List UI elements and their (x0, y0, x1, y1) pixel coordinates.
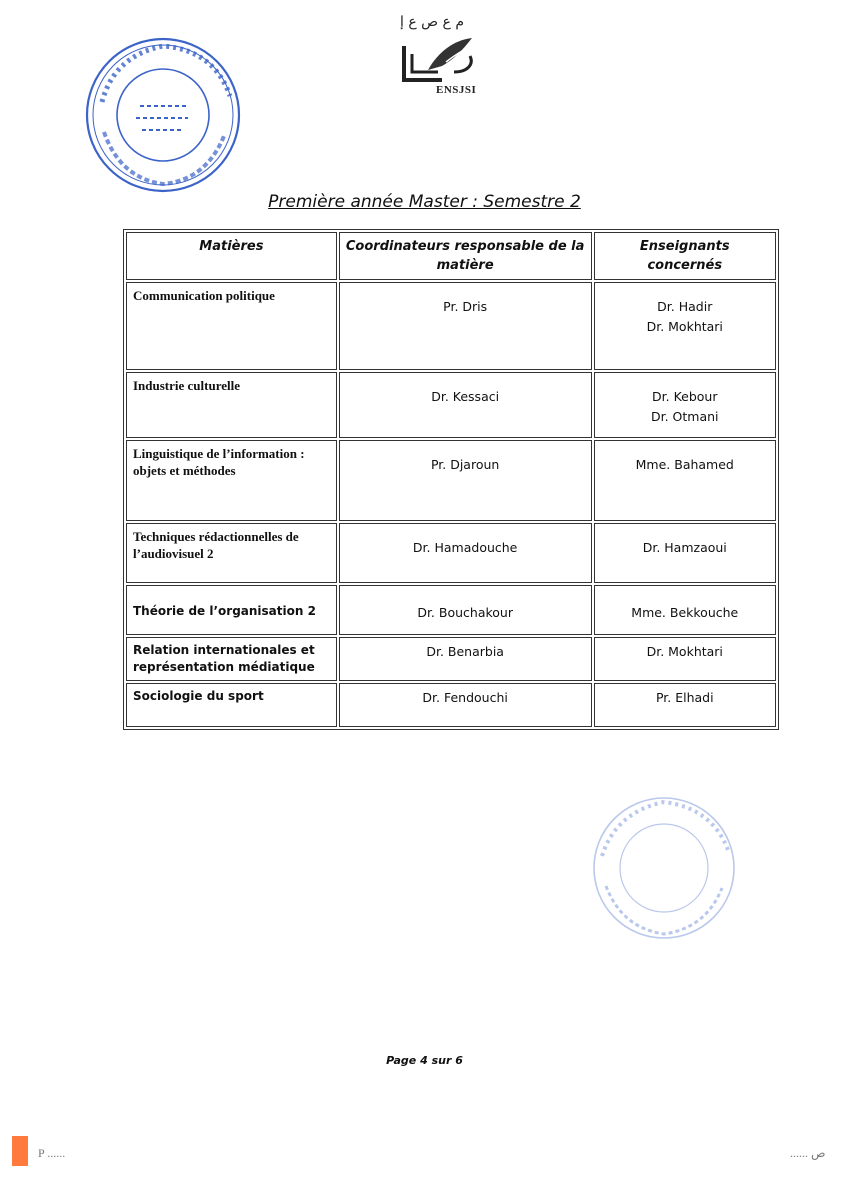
courses-table (123, 229, 779, 730)
table-row (126, 683, 776, 727)
table-row (126, 440, 776, 521)
enseignant-name: Dr. Kebour (652, 389, 718, 404)
cell-enseignants (594, 637, 776, 681)
faded-stamp (586, 790, 742, 946)
cell-enseignants (594, 585, 776, 635)
column-header-enseignants: Enseignants concernés (594, 232, 776, 280)
table-header-row (126, 232, 776, 280)
table-row (126, 372, 776, 438)
cell-matiere: Industrie culturelle (126, 372, 337, 438)
table-row (126, 282, 776, 370)
logo-arabic-text: م ع ص ع إ (400, 14, 464, 30)
page-title: Première année Master : Semestre 2 (268, 192, 581, 212)
enseignant-name: Dr. Mokhtari (646, 319, 723, 334)
official-stamp (80, 32, 246, 198)
cell-enseignants (594, 440, 776, 521)
page-mark-right: ...... ص (790, 1146, 826, 1160)
cell-coordinateur: Dr. Hamadouche (339, 523, 592, 583)
column-header-coordinateurs: Coordinateurs responsable de la matière (339, 232, 592, 280)
cell-matiere: Relation internationales et représentation médiatique (126, 637, 337, 681)
school-logo (392, 14, 484, 98)
book-quill-icon (398, 32, 478, 86)
cell-coordinateur: Pr. Dris (339, 282, 592, 370)
enseignant-name: Dr. Hamzaoui (642, 540, 727, 555)
page-number: Page 4 sur 6 (386, 1054, 463, 1067)
cell-matiere: Théorie de l’organisation 2 (126, 585, 337, 635)
logo-brand-text: ENSJSI (436, 84, 477, 96)
table-row (126, 585, 776, 635)
cell-enseignants (594, 523, 776, 583)
table-row (126, 637, 776, 681)
table-row (126, 523, 776, 583)
cell-enseignants (594, 372, 776, 438)
cell-enseignants (594, 282, 776, 370)
cell-matiere: Linguistique de l’information : objets et méthodes (126, 440, 337, 521)
page-mark-left: P ...... (38, 1146, 66, 1160)
cell-coordinateur: Dr. Bouchakour (339, 585, 592, 635)
cell-matiere: Sociologie du sport (126, 683, 337, 727)
cell-matiere: Techniques rédactionnelles de l’audiovisuel 2 (126, 523, 337, 583)
column-header-matieres: Matières (126, 232, 337, 280)
enseignant-name: Mme. Bekkouche (631, 605, 739, 620)
enseignant-name: Dr. Mokhtari (646, 644, 723, 659)
cell-coordinateur: Pr. Djaroun (339, 440, 592, 521)
enseignant-name: Dr. Otmani (650, 409, 719, 424)
enseignant-name: Mme. Bahamed (635, 457, 734, 472)
orange-corner-mark (12, 1136, 28, 1166)
cell-matiere: Communication politique (126, 282, 337, 370)
cell-coordinateur: Dr. Kessaci (339, 372, 592, 438)
enseignant-name: Dr. Hadir (657, 299, 713, 314)
cell-coordinateur: Dr. Fendouchi (339, 683, 592, 727)
cell-coordinateur: Dr. Benarbia (339, 637, 592, 681)
cell-enseignants (594, 683, 776, 727)
enseignant-name: Pr. Elhadi (655, 690, 714, 705)
